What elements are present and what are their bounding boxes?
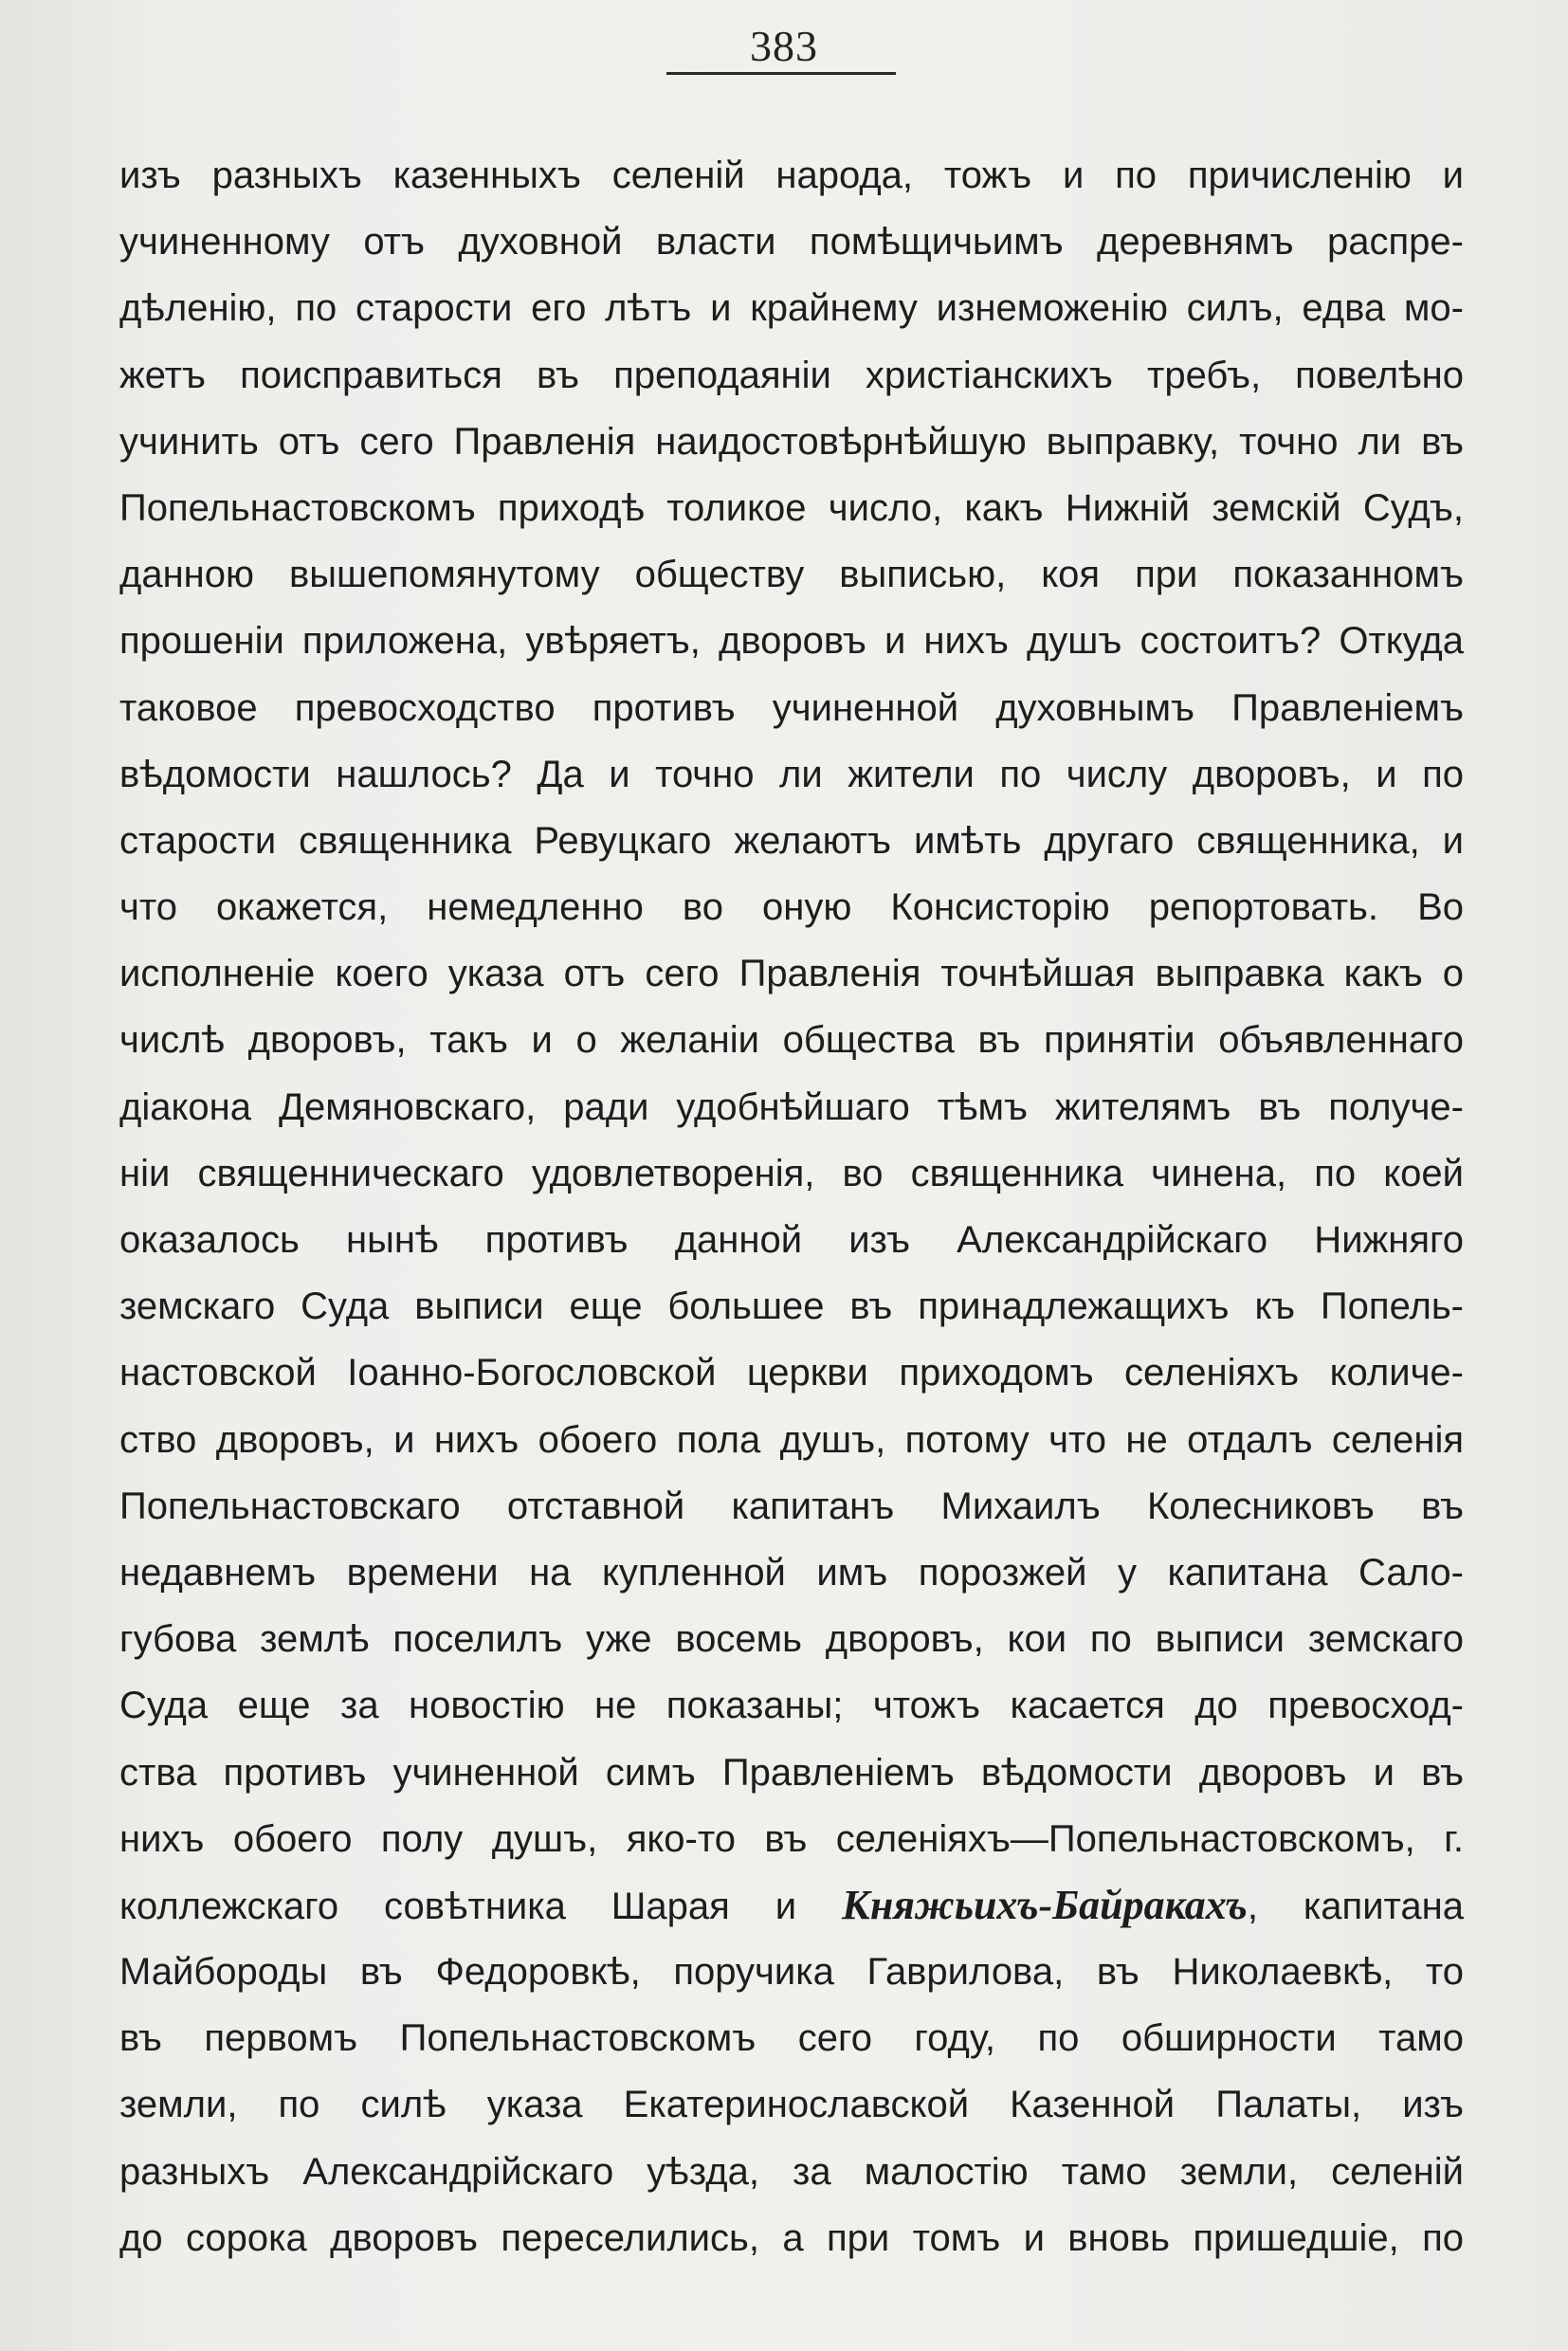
- text-line-18: земскаго Суда выписи еще большее въ принадлежащихъ къ Попель-: [119, 1285, 1464, 1328]
- header-rule: [666, 72, 896, 75]
- text-line-20: ство дворовъ, и нихъ обоего пола душъ, потому что не отдалъ селенія: [119, 1418, 1464, 1461]
- body-text: [119, 142, 1464, 2271]
- text-line-30: земли, по силѣ указа Екатеринославской Казенной Палаты, изъ: [119, 2084, 1464, 2126]
- text-line-5: учинить отъ сего Правленія наидостовѣрнѣйшую выправку, точно ли въ: [119, 420, 1464, 463]
- text-line-21: Попельнастовскаго отставной капитанъ Михаилъ Колесниковъ въ: [119, 1485, 1464, 1527]
- text-line-8: прошеніи приложена, увѣряетъ, дворовъ и нихъ душъ состоитъ? Откуда: [119, 620, 1464, 663]
- text-line-26: нихъ обоего полу душъ, яко-то въ селеніяхъ—Попельнастовскомъ, г.: [119, 1817, 1464, 1860]
- text-line-27: коллежскаго совѣтника Шарая и Княжьихъ-Байракахъ, капитана: [119, 1881, 1464, 1928]
- text-line-31: разныхъ Александрійскаго уѣзда, за малостію тамо земли, селеній: [119, 2150, 1464, 2193]
- text-line-29: въ первомъ Попельнастовскомъ сего году, по обширности тамо: [119, 2017, 1464, 2060]
- text-line-14: числѣ дворовъ, такъ и о желаніи общества въ принятіи объявленнаго: [119, 1019, 1464, 1062]
- text-line-17: оказалось нынѣ противъ данной изъ Александрійскаго Нижняго: [119, 1219, 1464, 1261]
- text-line-13: исполненіе коего указа отъ сего Правленія точнѣйшая выправка какъ о: [119, 953, 1464, 995]
- text-line-7: данною вышепомянутому обществу выписью, коя при показанномъ: [119, 554, 1464, 596]
- text-line-9: таковое превосходство противъ учиненной духовнымъ Правленіемъ: [119, 686, 1464, 729]
- text-line-10: вѣдомости нашлось? Да и точно ли жители по числу дворовъ, и по: [119, 753, 1464, 795]
- text-line-27-end: капитана: [1303, 1885, 1464, 1927]
- text-line-32: до сорока дворовъ переселились, а при томъ и вновь пришедшіе, по: [119, 2216, 1464, 2259]
- text-line-1: изъ разныхъ казенныхъ селеній народа, тожъ и по причисленію и: [119, 155, 1464, 196]
- text-line-28: Майбороды въ Федоровкѣ, поручика Гаврилова, въ Николаевкѣ, то: [119, 1951, 1464, 1994]
- text-line-27-start: коллежскаго совѣтника Шарая и: [119, 1885, 797, 1927]
- text-line-22: недавнемъ времени на купленной имъ порозжей у капитана Сало-: [119, 1551, 1464, 1594]
- text-line-3: дѣленію, по старости его лѣтъ и крайнему изнеможенію силъ, едва мо-: [119, 287, 1464, 330]
- text-line-6: Попельнастовскомъ приходѣ толикое число, какъ Нижній земскій Судъ,: [119, 486, 1464, 529]
- text-line-19: настовской Іоанно-Богословской церкви приходомъ селеніяхъ количе-: [119, 1352, 1464, 1394]
- text-line-15: діакона Демяновскаго, ради удобнѣйшаго тѣмъ жителямъ въ получе-: [119, 1085, 1464, 1128]
- text-line-25: ства противъ учиненной симъ Правленіемъ вѣдомости дворовъ и въ: [119, 1751, 1464, 1794]
- place-name-italic: Княжьихъ-Байракахъ: [842, 1881, 1248, 1928]
- text-line-2: учиненному отъ духовной власти помѣщичьимъ деревнямъ распре-: [119, 221, 1464, 264]
- text-line-12: что окажется, немедленно во оную Консисторію репортовать. Во: [119, 886, 1464, 929]
- text-line-24: Суда еще за новостію не показаны; чтожъ касается до превосход-: [119, 1685, 1464, 1727]
- page-number: 383: [750, 22, 818, 70]
- text-line-16: ніи священническаго удовлетворенія, во священника чинена, по коей: [119, 1152, 1464, 1194]
- text-line-23: губова землѣ поселилъ уже восемь дворовъ, кои по выписи земскаго: [119, 1618, 1464, 1661]
- text-line-4: жетъ поисправиться въ преподаяніи христіанскихъ требъ, повелѣно: [119, 354, 1464, 396]
- text-line-11: старости священника Ревуцкаго желаютъ имѣть другаго священника, и: [119, 819, 1464, 862]
